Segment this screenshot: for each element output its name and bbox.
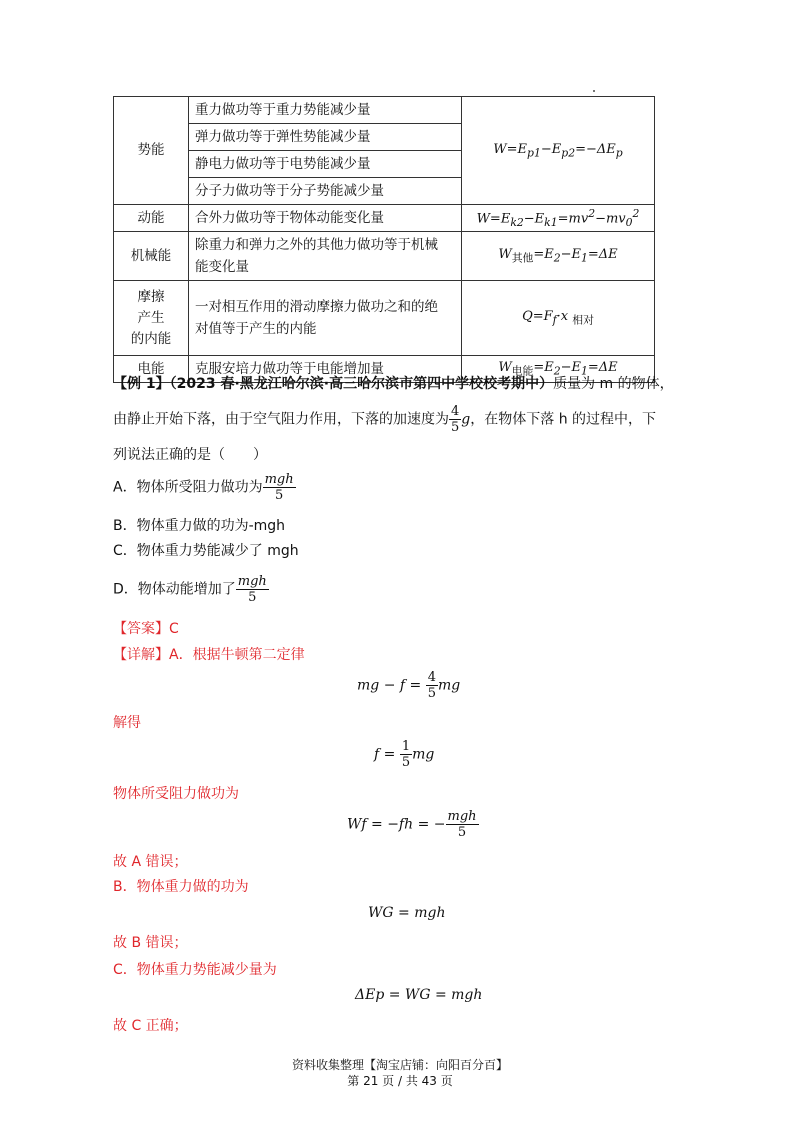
- category-electric: 电能: [114, 356, 189, 383]
- electric-formula: $W_{电能}=E_2-E_1=\Delta E$: [462, 356, 655, 383]
- kinetic-formula: $W=E_{k2}-E_{k1}=mv^2-mv_0^2$: [462, 205, 655, 232]
- example-source: （2023 春·黑龙江哈尔滨·高三哈尔滨市第四中学校校考期中）: [169, 376, 554, 392]
- example-line-3: 列说法正确的是（ ）: [113, 447, 267, 463]
- example-text-2b: ，在物体下落 h 的过程中，下: [470, 411, 657, 428]
- option-d: D．物体动能增加了 $\frac{\text{mgh}}{5}$: [113, 574, 267, 605]
- scan-dot: [593, 90, 595, 92]
- potential-row-1: 重力做功等于重力势能减少量: [189, 97, 462, 124]
- potential-row-2: 弹力做功等于弹性势能减少量: [189, 124, 462, 151]
- category-potential: 势能: [114, 97, 189, 205]
- equation-gravity-work: WG = mgh: [368, 905, 446, 921]
- example-tag: 【例 1】: [113, 376, 170, 392]
- category-kinetic: 动能: [114, 205, 189, 232]
- friction-formula: $Q=F_f\cdot x$ $_{相对}$: [462, 281, 655, 356]
- potential-formula: $W=E_{p1}-E_{p2}=-\Delta E_p$: [462, 97, 655, 205]
- solve-label: 解得: [113, 715, 141, 731]
- kinetic-desc: 合外力做功等于物体动能变化量: [189, 205, 462, 232]
- equation-friction-force: f = $\frac{1}{5}$ mg: [374, 739, 435, 770]
- answer-label: 【答案】C: [113, 621, 179, 637]
- b-intro: B．物体重力做的功为: [113, 879, 249, 895]
- potential-row-3: 静电力做功等于电势能减少量: [189, 151, 462, 178]
- option-a-fraction: $\frac{\text{mgh}}{5}$: [264, 472, 294, 503]
- category-mechanical: 机械能: [114, 232, 189, 281]
- equation-friction-work: Wf = −fh = − $\frac{\text{mgh}}{5}$: [347, 809, 477, 840]
- example-line-1: [113, 374, 674, 394]
- c-right: 故 C 正确；: [113, 1018, 188, 1034]
- friction-desc: 一对相互作用的滑动摩擦力做功之和的绝 对值等于产生的内能: [189, 281, 462, 356]
- option-b: B．物体重力做的功为-mgh: [113, 518, 286, 534]
- mechanical-desc: 除重力和弹力之外的其他力做功等于机械 能变化量: [189, 232, 462, 281]
- example-text-1: 质量为 m 的物体，: [553, 376, 674, 392]
- option-c: C．物体重力势能减少了 mgh: [113, 543, 299, 559]
- energy-work-table: [113, 96, 655, 383]
- equation-newton: mg − f = $\frac{4}{5}$ mg: [357, 670, 461, 701]
- b-wrong: 故 B 错误；: [113, 935, 188, 951]
- footer-page-number: 第 21 页 / 共 43 页: [347, 1074, 453, 1088]
- accel-fraction: $\frac{4}{5}$: [451, 404, 460, 435]
- accel-g: g: [461, 411, 471, 428]
- c-intro: C．物体重力势能减少量为: [113, 962, 277, 978]
- option-d-fraction: $\frac{\text{mgh}}{5}$: [237, 574, 267, 605]
- footer-source: 资料收集整理【淘宝店铺：向阳百分百】: [291, 1058, 508, 1072]
- option-a: A．物体所受阻力做功为 $\frac{\text{mgh}}{5}$: [113, 472, 294, 503]
- potential-row-4: 分子力做功等于分子势能减少量: [189, 178, 462, 205]
- a-wrong: 故 A 错误；: [113, 854, 188, 870]
- mechanical-formula: $W_{其他}=E_2-E_1=\Delta E$: [462, 232, 655, 281]
- detail-intro: 【详解】A．根据牛顿第二定律: [113, 647, 305, 663]
- work-friction-label: 物体所受阻力做功为: [113, 786, 239, 802]
- electric-desc: 克服安培力做功等于电能增加量: [189, 356, 462, 383]
- example-text-2a: 由静止开始下落，由于空气阻力作用，下落的加速度为: [113, 411, 449, 428]
- category-friction: 摩擦 产生 的内能: [114, 281, 189, 356]
- equation-potential-decrease: ΔEp = WG = mgh: [355, 987, 483, 1003]
- example-line-2: [113, 404, 656, 435]
